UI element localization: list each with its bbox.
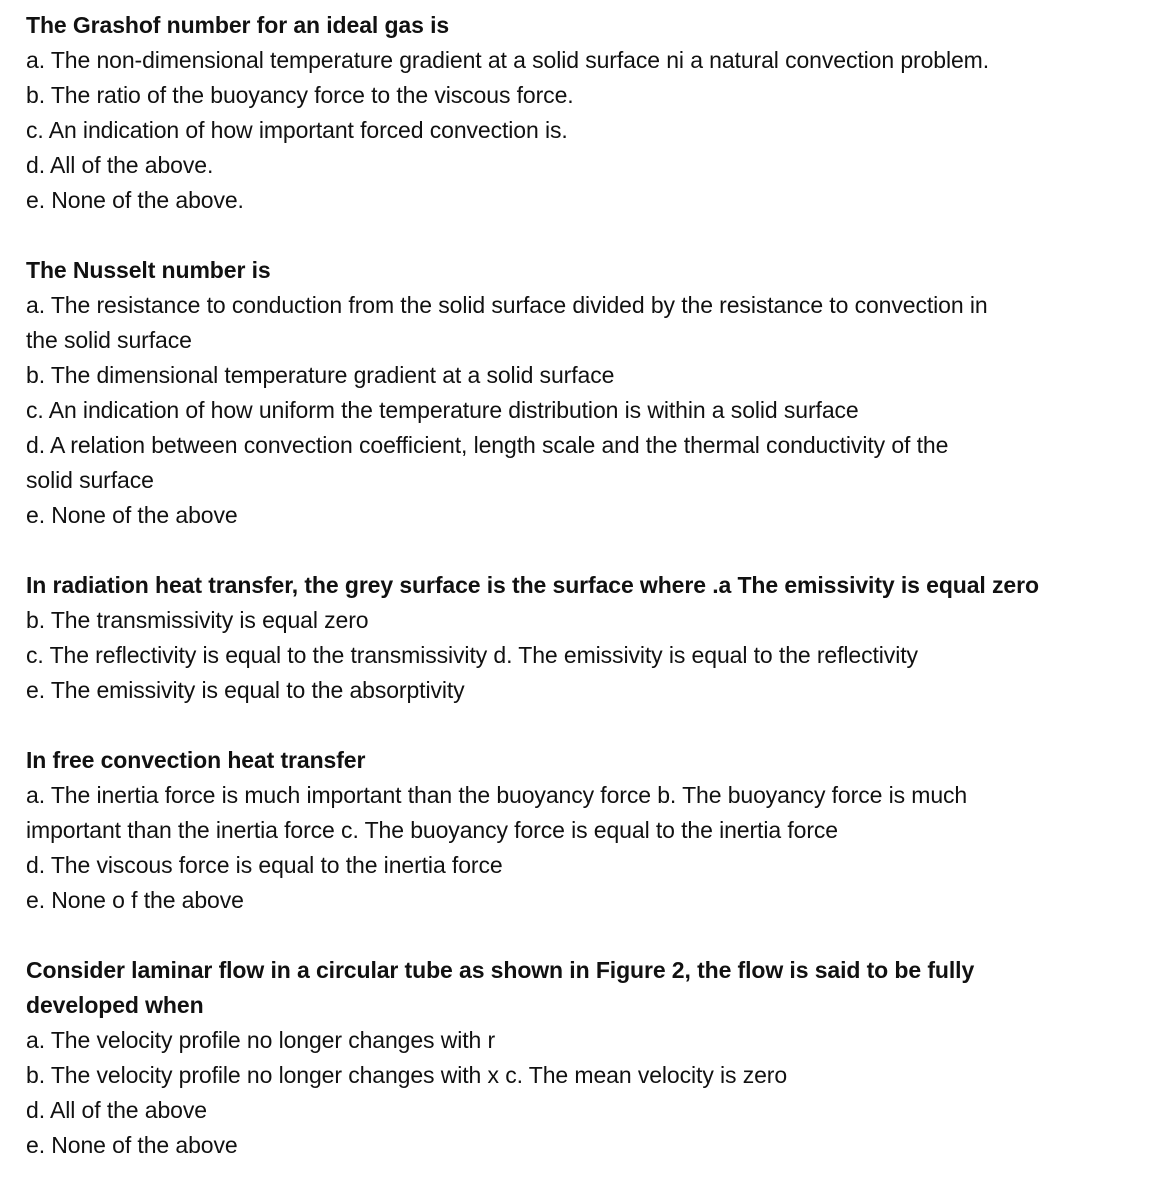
question-grey-surface [26,568,1156,708]
option-b: b. The transmissivity is equal zero [26,607,369,633]
option-d: d. The viscous force is equal to the inertia force [26,852,503,878]
question-stem: Consider laminar flow in a circular tube as shown in Figure 2, the flow is said to be fully [26,957,975,983]
question-stem-continued: developed when [26,992,204,1018]
option-d: d. All of the above. [26,152,214,178]
option-e: e. None of the above. [26,187,244,213]
option-a-b: a. The inertia force is much important than the buoyancy force b. The buoyancy force is much [26,782,968,808]
option-e: e. None of the above [26,502,238,528]
option-b-c: important than the inertia force c. The buoyancy force is equal to the inertia force [26,817,838,843]
question-nusselt [26,253,1156,533]
option-c-d: c. The reflectivity is equal to the transmissivity d. The emissivity is equal to the reflectivity [26,642,918,668]
option-a: a. The non-dimensional temperature gradient at a solid surface ni a natural convection problem. [26,47,990,73]
option-a: a. The resistance to conduction from the solid surface divided by the resistance to convection in [26,292,988,318]
option-b: b. The dimensional temperature gradient at a solid surface [26,362,615,388]
option-c: c. An indication of how important forced convection is. [26,117,568,143]
question-stem: The Nusselt number is [26,257,271,283]
question-stem: In free convection heat transfer [26,747,366,773]
document [26,8,1156,1198]
option-e: e. None of the above [26,1132,238,1158]
option-a-continued: the solid surface [26,327,192,353]
option-e: e. The emissivity is equal to the absorptivity [26,677,465,703]
option-e: e. None o f the above [26,887,244,913]
option-a: a. The velocity profile no longer changes with r [26,1027,496,1053]
option-d: d. All of the above [26,1097,207,1123]
option-d: d. A relation between convection coefficient, length scale and the thermal conductivity of the [26,432,949,458]
option-d-continued: solid surface [26,467,154,493]
question-free-convection [26,743,1156,918]
option-c: c. An indication of how uniform the temperature distribution is within a solid surface [26,397,859,423]
option-b: b. The ratio of the buoyancy force to the viscous force. [26,82,574,108]
question-stem: In radiation heat transfer, the grey surface is the surface where .a The emissivity is equal zero [26,572,1039,598]
question-laminar-flow [26,953,1156,1163]
question-stem: The Grashof number for an ideal gas is [26,12,450,38]
option-b-c: b. The velocity profile no longer changes with x c. The mean velocity is zero [26,1062,788,1088]
question-grashof [26,8,1156,218]
